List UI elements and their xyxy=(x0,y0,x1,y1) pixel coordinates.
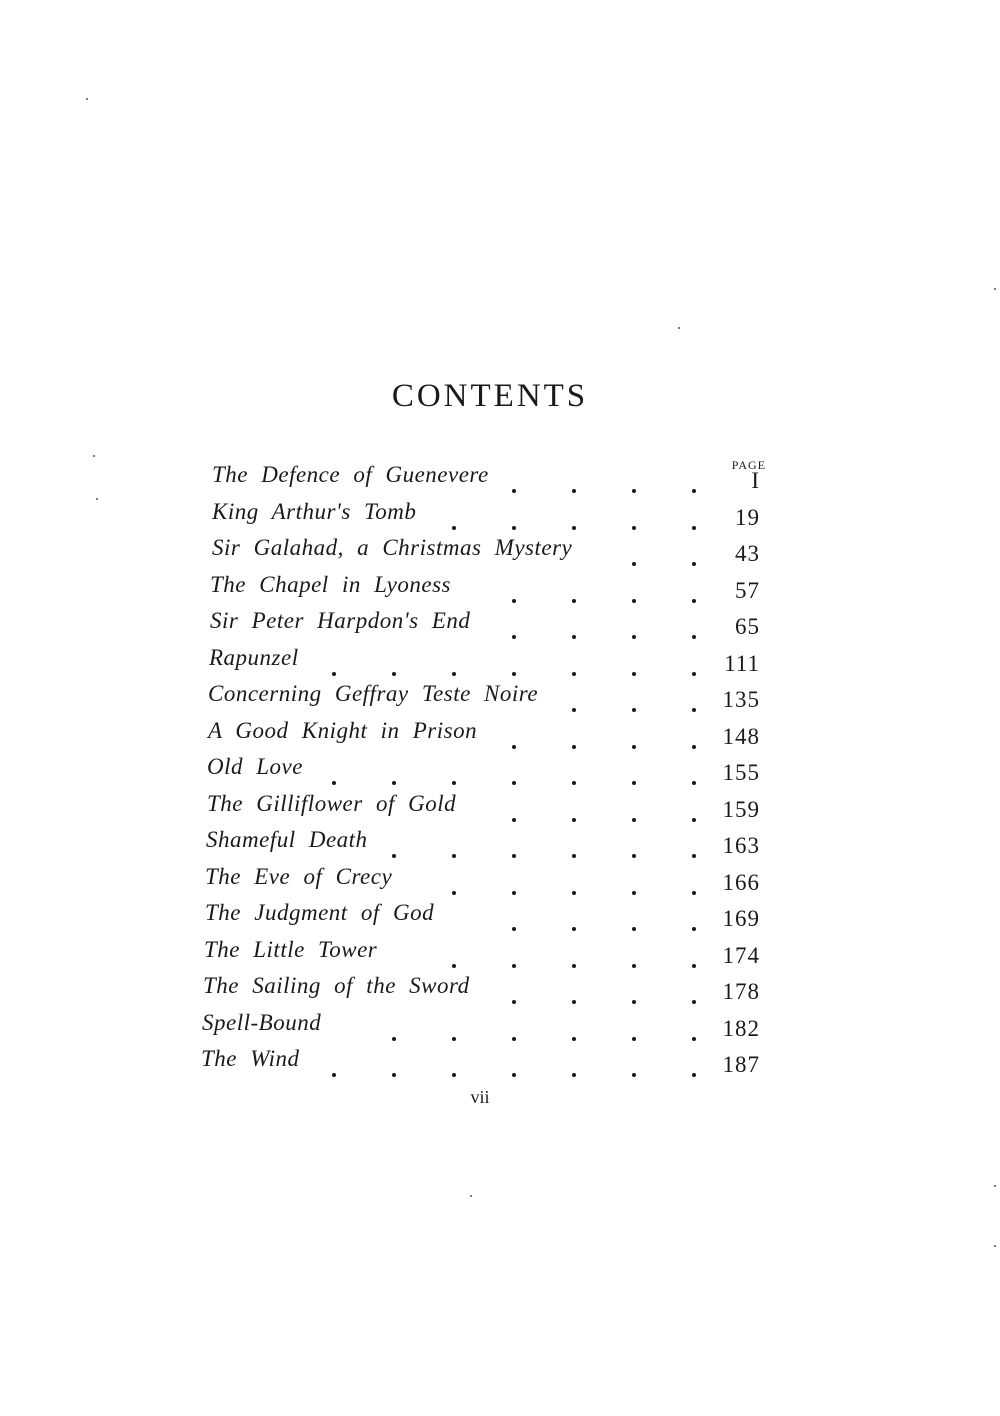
leader-dot xyxy=(692,781,696,785)
scan-speck xyxy=(994,1245,996,1247)
toc-entry xyxy=(200,1010,780,1046)
leader-dot xyxy=(572,927,576,931)
dot-leader xyxy=(200,827,720,863)
dot-leader xyxy=(200,973,720,1009)
page-folio: vii xyxy=(470,1087,490,1107)
toc-entry xyxy=(200,1046,780,1082)
toc-entry xyxy=(200,718,780,754)
toc-entry-page-number: 159 xyxy=(722,796,760,822)
scan-speck xyxy=(96,498,98,500)
leader-dot xyxy=(692,1073,696,1077)
scan-speck xyxy=(994,1185,996,1187)
leader-dot xyxy=(452,1073,456,1077)
leader-dot xyxy=(392,854,396,858)
leader-dot xyxy=(692,1000,696,1004)
toc-entry xyxy=(200,937,780,973)
dot-leader xyxy=(200,754,720,790)
leader-dot xyxy=(572,489,576,493)
leader-dot xyxy=(392,1073,396,1077)
page-title: CONTENTS xyxy=(391,378,589,414)
leader-dot xyxy=(692,854,696,858)
toc-entry-title: Spell-Bound xyxy=(202,1009,322,1035)
toc-entry-title: The Wind xyxy=(201,1046,300,1071)
leader-dot xyxy=(572,891,576,895)
dot-leader xyxy=(200,1010,720,1046)
toc-entry-title: Old Love xyxy=(207,754,303,779)
scan-speck xyxy=(93,455,95,457)
toc-entry xyxy=(200,572,780,608)
leader-dot xyxy=(572,818,576,822)
leader-dot xyxy=(452,854,456,858)
leader-dot xyxy=(452,672,456,676)
leader-dot xyxy=(572,708,576,712)
leader-dot xyxy=(632,562,636,566)
leader-dot xyxy=(512,927,516,931)
leader-dot xyxy=(632,1073,636,1077)
leader-dot xyxy=(392,672,396,676)
leader-dot xyxy=(692,562,696,566)
leader-dot xyxy=(692,708,696,712)
toc-entry-page-number: 111 xyxy=(724,650,760,676)
dot-leader xyxy=(200,681,720,717)
scan-speck xyxy=(678,327,680,329)
leader-dot xyxy=(632,964,636,968)
dot-leader xyxy=(200,462,720,498)
leader-dot xyxy=(512,1000,516,1004)
leader-dot xyxy=(332,1073,336,1077)
leader-dot xyxy=(692,599,696,603)
toc-entry xyxy=(200,681,780,717)
toc-entry-page-number: 135 xyxy=(722,687,760,712)
leader-dot xyxy=(332,781,336,785)
dot-leader xyxy=(200,572,720,608)
dot-leader xyxy=(200,937,720,973)
leader-dot xyxy=(572,745,576,749)
leader-dot xyxy=(692,927,696,931)
toc-entry-page-number: 178 xyxy=(722,979,760,1004)
leader-dot xyxy=(512,818,516,822)
toc-entry-page-number: 182 xyxy=(722,1015,760,1041)
leader-dot xyxy=(512,672,516,676)
toc-entry-title: Sir Galahad, a Christmas Mystery xyxy=(212,535,573,560)
toc-entry xyxy=(200,535,780,571)
dot-leader xyxy=(200,718,720,754)
leader-dot xyxy=(632,708,636,712)
toc-entry xyxy=(200,827,780,863)
toc-entry-title: The Chapel in Lyoness xyxy=(210,571,452,597)
toc-entry-title: A Good Knight in Prison xyxy=(208,717,478,743)
dot-leader xyxy=(200,645,720,681)
leader-dot xyxy=(512,489,516,493)
leader-dot xyxy=(632,745,636,749)
dot-leader xyxy=(200,608,720,644)
leader-dot xyxy=(692,526,696,530)
toc-entry-title: Concerning Geffray Teste Noire xyxy=(208,681,539,706)
toc-entry-title: The Judgment of God xyxy=(205,900,435,925)
leader-dot xyxy=(512,745,516,749)
leader-dot xyxy=(392,781,396,785)
toc-entry-page-number: 57 xyxy=(735,577,760,603)
toc-entry-page-number: 65 xyxy=(735,614,760,639)
leader-dot xyxy=(572,1073,576,1077)
toc-entry-title: The Sailing of the Sword xyxy=(203,973,470,998)
leader-dot xyxy=(632,927,636,931)
leader-dot xyxy=(512,891,516,895)
leader-dot xyxy=(632,635,636,639)
leader-dot xyxy=(632,818,636,822)
toc-entry xyxy=(200,645,780,681)
scan-speck xyxy=(994,288,996,290)
leader-dot xyxy=(572,526,576,530)
toc-entry xyxy=(200,754,780,790)
leader-dot xyxy=(692,891,696,895)
toc-entry xyxy=(200,791,780,827)
dot-leader xyxy=(200,535,720,571)
scan-speck xyxy=(470,1195,472,1197)
leader-dot xyxy=(452,1037,456,1041)
leader-dot xyxy=(332,672,336,676)
toc-entry-page-number: 187 xyxy=(722,1052,760,1077)
leader-dot xyxy=(572,781,576,785)
toc-entry-page-number: 19 xyxy=(735,504,760,530)
leader-dot xyxy=(692,635,696,639)
toc-entry xyxy=(200,973,780,1009)
leader-dot xyxy=(632,1000,636,1004)
leader-dot xyxy=(632,1037,636,1041)
leader-dot xyxy=(572,854,576,858)
toc-entry xyxy=(200,864,780,900)
leader-dot xyxy=(392,1037,396,1041)
dot-leader xyxy=(200,791,720,827)
toc-entry-page-number: 155 xyxy=(722,760,760,785)
toc-entry-title: Sir Peter Harpdon's End xyxy=(210,608,471,633)
toc-entry-title: King Arthur's Tomb xyxy=(212,498,417,524)
leader-dot xyxy=(632,854,636,858)
leader-dot xyxy=(632,891,636,895)
leader-dot xyxy=(572,1000,576,1004)
leader-dot xyxy=(512,599,516,603)
leader-dot xyxy=(692,1037,696,1041)
leader-dot xyxy=(692,672,696,676)
leader-dot xyxy=(572,672,576,676)
toc-entry-page-number: 148 xyxy=(722,723,760,749)
toc-entry-page-number: 163 xyxy=(722,833,760,858)
leader-dot xyxy=(632,489,636,493)
leader-dot xyxy=(572,1037,576,1041)
leader-dot xyxy=(632,599,636,603)
dot-leader xyxy=(200,900,720,936)
scan-speck xyxy=(86,98,88,100)
toc-entry-title: The Little Tower xyxy=(204,936,378,962)
leader-dot xyxy=(632,672,636,676)
toc-entry-page-number: 166 xyxy=(722,869,760,895)
leader-dot xyxy=(512,635,516,639)
leader-dot xyxy=(572,964,576,968)
leader-dot xyxy=(452,964,456,968)
leader-dot xyxy=(512,1073,516,1077)
toc-entry xyxy=(200,499,780,535)
dot-leader xyxy=(200,864,720,900)
leader-dot xyxy=(452,781,456,785)
leader-dot xyxy=(512,964,516,968)
toc-entry-title: The Defence of Guenevere xyxy=(212,462,489,487)
leader-dot xyxy=(512,1037,516,1041)
leader-dot xyxy=(572,635,576,639)
dot-leader xyxy=(200,499,720,535)
page-column-label: PAGE xyxy=(731,458,766,472)
leader-dot xyxy=(692,964,696,968)
leader-dot xyxy=(692,818,696,822)
toc-entry-title: Rapunzel xyxy=(209,644,299,670)
toc-entry-title: Shameful Death xyxy=(206,827,368,852)
leader-dot xyxy=(512,781,516,785)
leader-dot xyxy=(452,891,456,895)
toc-entry-page-number: 43 xyxy=(735,541,760,566)
toc-entry xyxy=(200,608,780,644)
toc-entry-title: The Gilliflower of Gold xyxy=(207,790,457,816)
leader-dot xyxy=(512,854,516,858)
toc-entry-page-number: I xyxy=(751,468,760,493)
toc-entry-page-number: 169 xyxy=(722,906,760,931)
leader-dot xyxy=(572,599,576,603)
toc-entry xyxy=(200,462,780,498)
dot-leader xyxy=(200,1046,720,1082)
leader-dot xyxy=(452,526,456,530)
leader-dot xyxy=(692,745,696,749)
toc-entry xyxy=(200,900,780,936)
leader-dot xyxy=(632,526,636,530)
leader-dot xyxy=(692,489,696,493)
leader-dot xyxy=(512,526,516,530)
leader-dot xyxy=(632,781,636,785)
toc-entry-title: The Eve of Crecy xyxy=(205,863,393,889)
toc-entry-page-number: 174 xyxy=(722,942,760,968)
